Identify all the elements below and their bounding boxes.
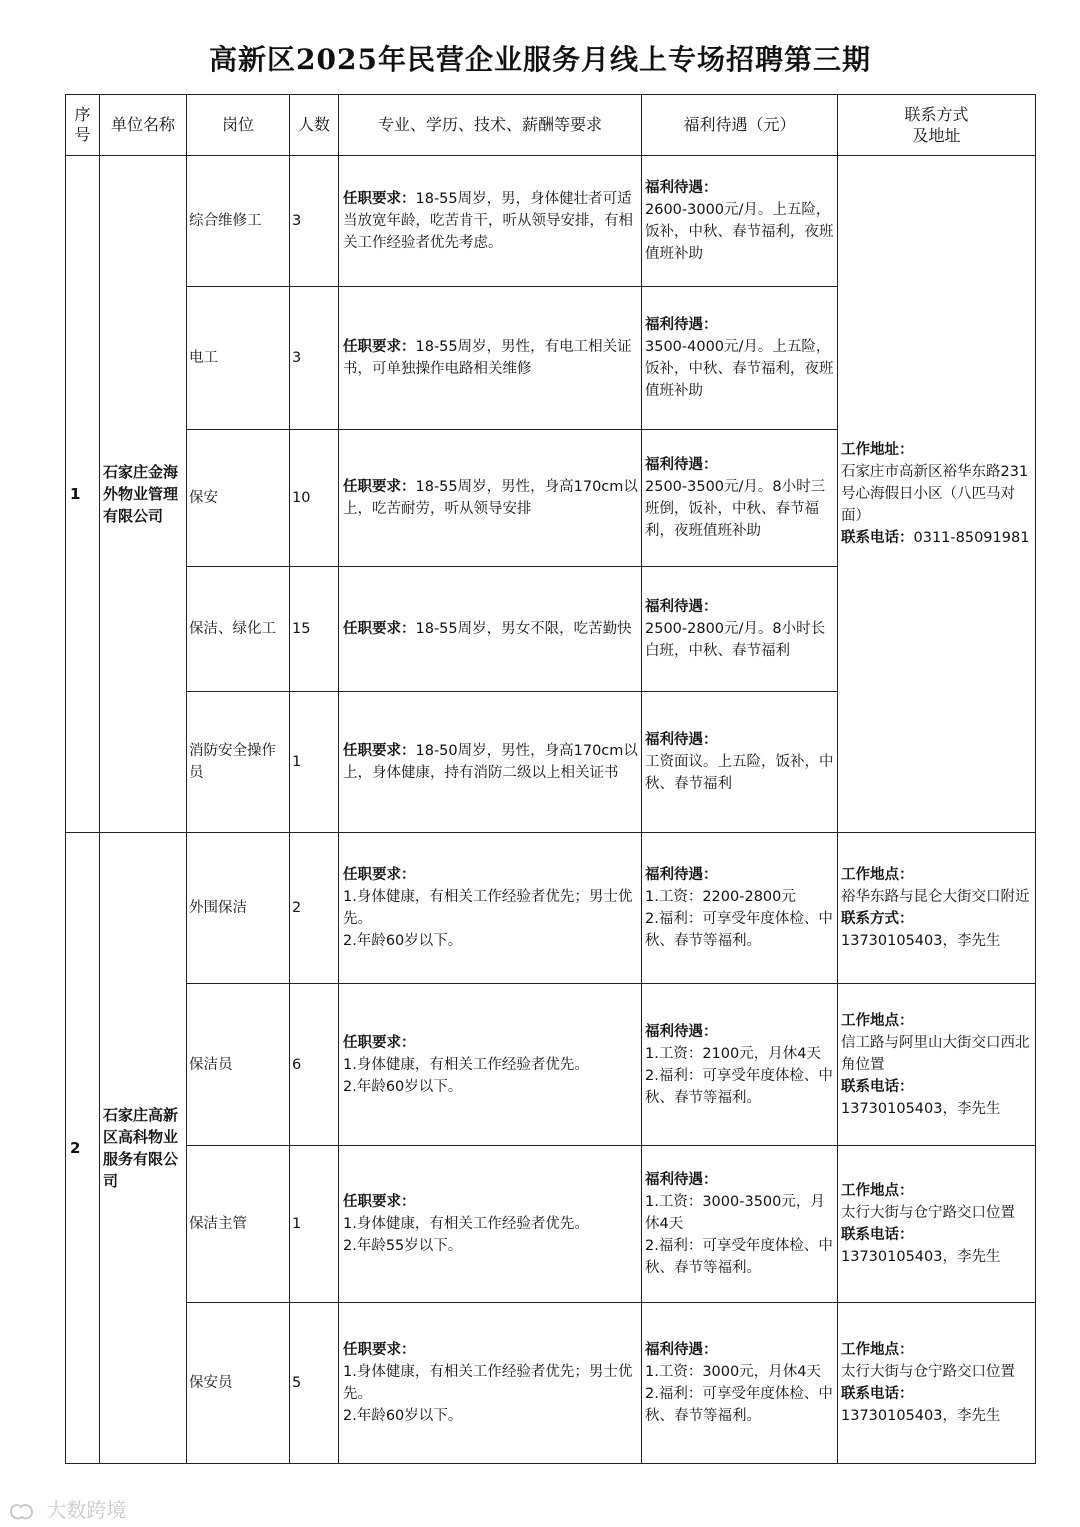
header-count: 人数 — [290, 95, 339, 156]
header-position: 岗位 — [187, 95, 290, 156]
job-count: 2 — [290, 833, 339, 984]
job-benefits: 福利待遇： 1.工资：3000元，月休4天 2.福利：可享受年度体检、中秋、春节等福利。 — [642, 1303, 838, 1464]
job-contact: 工作地点： 太行大街与仓宁路交口位置 联系电话： 13730105403，李先生 — [838, 1303, 1036, 1464]
job-requirements: 任职要求：18-50周岁，男性，身高170cm以上，身体健康，持有消防二级以上相关证书 — [339, 692, 642, 833]
job-position: 保洁主管 — [187, 1146, 290, 1303]
table-row — [66, 1303, 1036, 1464]
job-position: 消防安全操作员 — [187, 692, 290, 833]
company-name: 石家庄金海外物业管理有限公司 — [100, 156, 187, 833]
header-index: 序号 — [66, 95, 100, 156]
job-count: 1 — [290, 1146, 339, 1303]
job-position: 电工 — [187, 287, 290, 430]
header-company: 单位名称 — [100, 95, 187, 156]
watermark — [8, 1494, 126, 1523]
job-requirements: 任职要求： 1.身体健康，有相关工作经验者优先。 2.年龄60岁以下。 — [339, 984, 642, 1146]
header-requirements: 专业、学历、技术、薪酬等要求 — [339, 95, 642, 156]
company-index: 1 — [66, 156, 100, 833]
job-requirements: 任职要求： 1.身体健康，有相关工作经验者优先；男士优先。 2.年龄60岁以下。 — [339, 833, 642, 984]
job-position: 外围保洁 — [187, 833, 290, 984]
job-position: 保洁、绿化工 — [187, 567, 290, 692]
job-benefits: 福利待遇： 3500-4000元/月。上五险，饭补，中秋、春节福利，夜班值班补助 — [642, 287, 838, 430]
header-contact: 联系方式 及地址 — [838, 95, 1036, 156]
job-position: 保安 — [187, 430, 290, 567]
header-row — [66, 95, 1036, 156]
recruitment-table — [65, 94, 1036, 1464]
table-row — [66, 833, 1036, 984]
job-requirements: 任职要求：18-55周岁，男，身体健壮者可适当放宽年龄，吃苦肯干，听从领导安排，有相关工作经验者优先考虑。 — [339, 156, 642, 287]
watermark-text: 大数跨境 — [46, 1498, 127, 1522]
job-benefits: 福利待遇： 2500-2800元/月。8小时长白班，中秋、春节福利 — [642, 567, 838, 692]
company-index: 2 — [66, 833, 100, 1464]
job-contact: 工作地点： 信工路与阿里山大街交口西北角位置 联系电话： 13730105403，李先生 — [838, 984, 1036, 1146]
job-count: 15 — [290, 567, 339, 692]
job-count: 5 — [290, 1303, 339, 1464]
watermark-logo-icon — [8, 1501, 36, 1523]
job-requirements: 任职要求：18-55周岁，男女不限，吃苦勤快 — [339, 567, 642, 692]
job-count: 3 — [290, 287, 339, 430]
job-requirements: 任职要求： 1.身体健康，有相关工作经验者优先；男士优先。 2.年龄60岁以下。 — [339, 1303, 642, 1464]
job-benefits: 福利待遇： 1.工资：2100元，月休4天 2.福利：可享受年度体检、中秋、春节等福利。 — [642, 984, 838, 1146]
header-benefits: 福利待遇（元） — [642, 95, 838, 156]
job-requirements: 任职要求： 1.身体健康，有相关工作经验者优先。 2.年龄55岁以下。 — [339, 1146, 642, 1303]
job-count: 1 — [290, 692, 339, 833]
job-contact: 工作地点： 裕华东路与昆仑大街交口附近 联系方式： 13730105403，李先生 — [838, 833, 1036, 984]
job-benefits: 福利待遇： 1.工资：3000-3500元，月休4天 2.福利：可享受年度体检、中秋、春节等福利。 — [642, 1146, 838, 1303]
job-count: 3 — [290, 156, 339, 287]
table-row — [66, 984, 1036, 1146]
job-position: 保洁员 — [187, 984, 290, 1146]
job-requirements: 任职要求：18-55周岁，男性，身高170cm以上，吃苦耐劳，听从领导安排 — [339, 430, 642, 567]
page-title: 高新区2025年民营企业服务月线上专场招聘第三期 — [209, 43, 871, 76]
job-benefits: 福利待遇： 工资面议。上五险，饭补，中秋、春节福利 — [642, 692, 838, 833]
job-benefits: 福利待遇： 2600-3000元/月。上五险，饭补，中秋、春节福利，夜班值班补助 — [642, 156, 838, 287]
job-benefits: 福利待遇： 1.工资：2200-2800元 2.福利：可享受年度体检、中秋、春节等福利。 — [642, 833, 838, 984]
job-position: 综合维修工 — [187, 156, 290, 287]
job-benefits: 福利待遇： 2500-3500元/月。8小时三班倒，饭补，中秋、春节福利，夜班值班补助 — [642, 430, 838, 567]
job-position: 保安员 — [187, 1303, 290, 1464]
job-count: 10 — [290, 430, 339, 567]
table-row — [66, 156, 1036, 287]
job-requirements: 任职要求：18-55周岁，男性，有电工相关证书，可单独操作电路相关维修 — [339, 287, 642, 430]
job-count: 6 — [290, 984, 339, 1146]
company-name: 石家庄高新区高科物业服务有限公司 — [100, 833, 187, 1464]
job-contact: 工作地点： 太行大街与仓宁路交口位置 联系电话： 13730105403，李先生 — [838, 1146, 1036, 1303]
company-contact: 工作地址： 石家庄市高新区裕华东路231号心海假日小区（八匹马对面） 联系电话：0311-85091981 — [838, 156, 1036, 833]
table-row — [66, 1146, 1036, 1303]
